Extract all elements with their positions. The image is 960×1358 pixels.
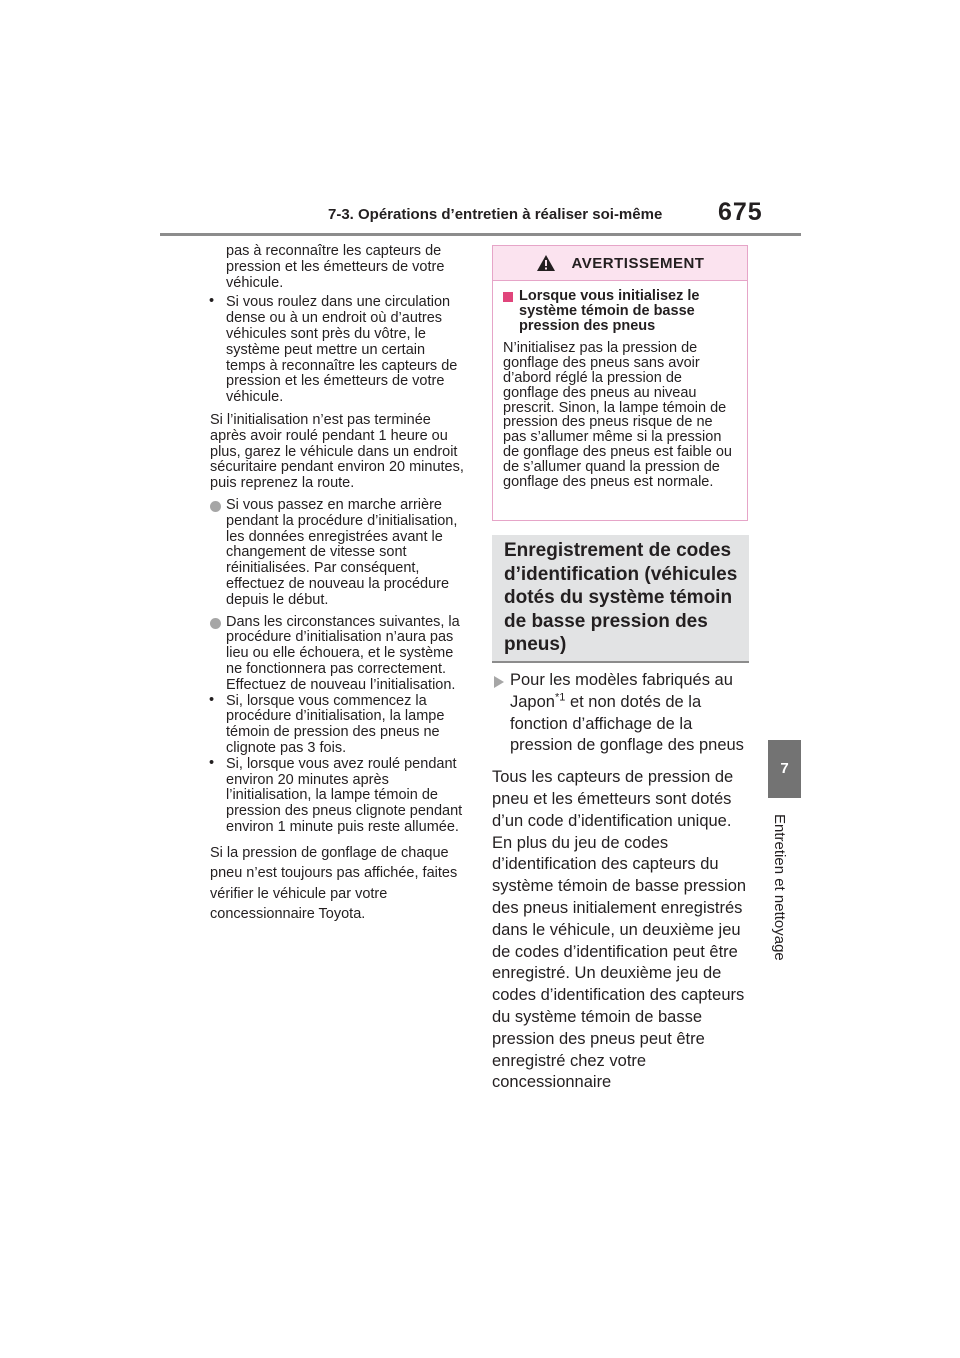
section-heading: Enregistrement de codes d’identification (véhicules dotés du système témoin de basse pression des pneus)	[492, 535, 749, 663]
bullet-text: Si, lorsque vous commencez la procédure d’initialisation, la lampe témoin de pression des pneus ne clignote pas 3 fois.	[226, 692, 445, 756]
header-divider	[160, 233, 801, 236]
arrow-item-text: Pour les modèles fabriqués au Japon	[510, 671, 733, 711]
paragraph: Si l’initialisation n’est pas terminée après avoir roulé pendant 1 heure ou plus, garez le véhicule dans un endroit sécuritaire pendant environ 20 minutes, puis reprenez la route.	[210, 411, 464, 492]
bullet-mark: •	[209, 293, 215, 310]
bullet-text: Si, lorsque vous avez roulé pendant environ 20 minutes après l’initialisation, la lampe témoin de pression des pneus clignote pendant environ 1 minute puis reste allumée.	[226, 755, 463, 835]
body-paragraph: Tous les capteurs de pression de pneu et les émetteurs sont dotés d’un code d’identification unique. En plus du jeu de codes d’identification des capteurs du système témoin de basse pression des pneus initialement enregistrés dans le véhicule, un deuxième jeu de codes d’identification peut être enregistré. Un deuxième jeu de codes d’identification des capteurs du système témoin de basse pression des pneus peut être enregistré chez votre concessionnaire	[492, 768, 747, 1092]
bullet-text: Si vous roulez dans une circulation dense ou à un endroit où d’autres véhicules sont près du vôtre, le système peut mettre un certain temps à reconnaître les capteurs de pression et les émetteurs de votre véhicule.	[226, 294, 458, 406]
warning-box	[492, 245, 748, 521]
arrow-item-text-end: et non dotés de la fonction d’affichage de la pression de gonflage des pneus	[510, 692, 744, 755]
bullet-mark: •	[209, 691, 215, 708]
chapter-tab-number: 7	[768, 740, 801, 798]
section-header: 7-3. Opérations d’entretien à réaliser soi-même	[328, 206, 663, 223]
warning-text: N’initialisez pas la pression de gonflage des pneus sans avoir d’abord réglé la pression de gonflage des pneus au niveau prescrit. Sinon, la lampe témoin de pression des pneus risque de ne pas s’allumer même si la pression de gonflage des pneus est faible ou de s’allumer quand la pression de gonflage des pneus est normale.	[503, 340, 732, 490]
left-column	[210, 244, 465, 925]
arrow-item	[492, 670, 752, 757]
warning-title: AVERTISSEMENT	[571, 254, 705, 272]
list-item	[209, 691, 465, 757]
bullet-mark: •	[209, 754, 215, 771]
paragraph: Si la pression de gonflage de chaque pneu n’est toujours pas affichée, faites vérifier le véhicule par votre concessionnaire Toyota.	[210, 844, 458, 923]
circle-bullet-icon	[210, 501, 221, 512]
continued-bullet-text: pas à reconnaître les capteurs de pression et les émetteurs de votre véhicule.	[226, 243, 445, 291]
list-item	[209, 754, 465, 836]
list-item	[210, 498, 465, 609]
warning-body	[493, 281, 747, 489]
warning-subheading-text: Lorsque vous initialisez le système témoin de basse pression des pneus	[519, 288, 700, 334]
item-text: Dans les circonstances suivantes, la procédure d’initialisation n’aura pas lieu ou elle échouera, et le système ne fonctionnera pas correctement. Effectuez de nouveau l’initialisation.	[226, 613, 460, 693]
list-item	[210, 615, 465, 694]
list-item	[210, 295, 465, 406]
chapter-tab-label: Entretien et nettoyage	[771, 814, 788, 961]
warning-triangle-icon	[536, 254, 556, 272]
square-bullet-icon	[503, 292, 513, 302]
arrow-bullet-icon	[494, 676, 504, 688]
warning-header	[493, 246, 747, 281]
warning-subheading	[503, 289, 737, 333]
circle-bullet-icon	[210, 618, 221, 629]
footnote-mark: *1	[554, 691, 566, 704]
right-column	[492, 670, 752, 1094]
page-number: 675	[718, 198, 763, 226]
item-text: Si vous passez en marche arrière pendant la procédure d’initialisation, les données enregistrées avant le changement de vitesse sont réinitialisées. Par conséquent, effectuez de nouveau la procédure depuis le début.	[226, 496, 458, 608]
